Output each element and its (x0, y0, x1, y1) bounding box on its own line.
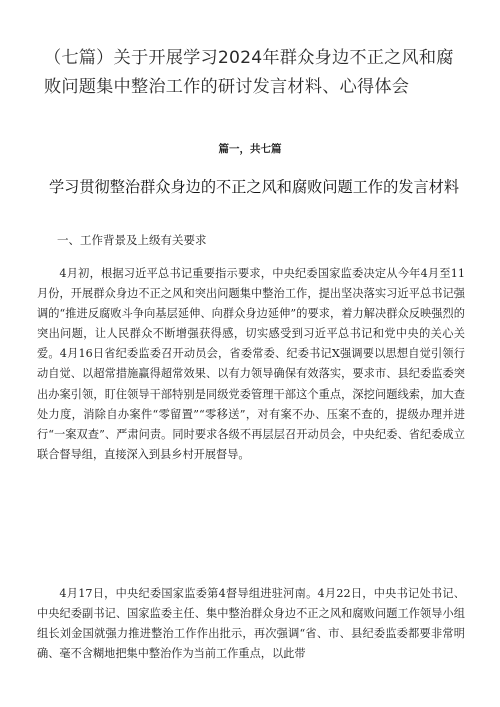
section-heading: 一、工作背景及上级有关要求 (57, 233, 207, 247)
section-label: 篇一，共七篇 (218, 143, 282, 155)
document-title: （七篇）关于开展学习2024年群众身边不正之风和腐败问题集中整治工作的研讨发言材料、心得体会 (44, 48, 454, 97)
speech-title: 学习贯彻整治群众身边的不正之风和腐败问题工作的发言材料 (48, 178, 460, 196)
body-paragraph: 4月初，根据习近平总书记重要指示要求，中央纪委国家监委决定从今年4月至11月份，开展群众身边不正之风和突出问题集中整治工作，提出坚决落实习近平总书记强调的“推进反腐败斗争向基层延伸、向群众身边延伸”的要求，着力解决群众反映强烈的突出问题，让人民群众不断增强获得感，切实感受到习近平总书记和党中央的关心关爱。4月16日省纪委监委召开动员会，省委常委、纪委书记X强调要以思想自觉引领行动自觉、以超常措施赢得超常效果、以有力领导确保有效落实，要求市、县纪委监委突出办案引领，盯住领导干部特别是同级党委管理干部这个重点，深挖问题线索，加大查处力度，消除自办案件“零留置”“零移送”，对有案不办、压案不查的，提级办理并进行“一案双查”、严肃问责。同时要求各级不再层层召开动员会，中央纪委、省纪委成立联合督导组，直接深入到县乡村开展督导。 (37, 267, 465, 461)
body-paragraph: 4月17日，中央纪委国家监委第4督导组进驻河南。4月22日，中央书记处书记、中央纪委副书记、国家监委主任、集中整治群众身边不正之风和腐败问题工作领导小组组长刘金国就强力推进整治工作作出批示，再次强调“省、市、县纪委监委都要非常明确、毫不含糊地把集中整治作为当前工作重点，以此带 (37, 587, 465, 661)
